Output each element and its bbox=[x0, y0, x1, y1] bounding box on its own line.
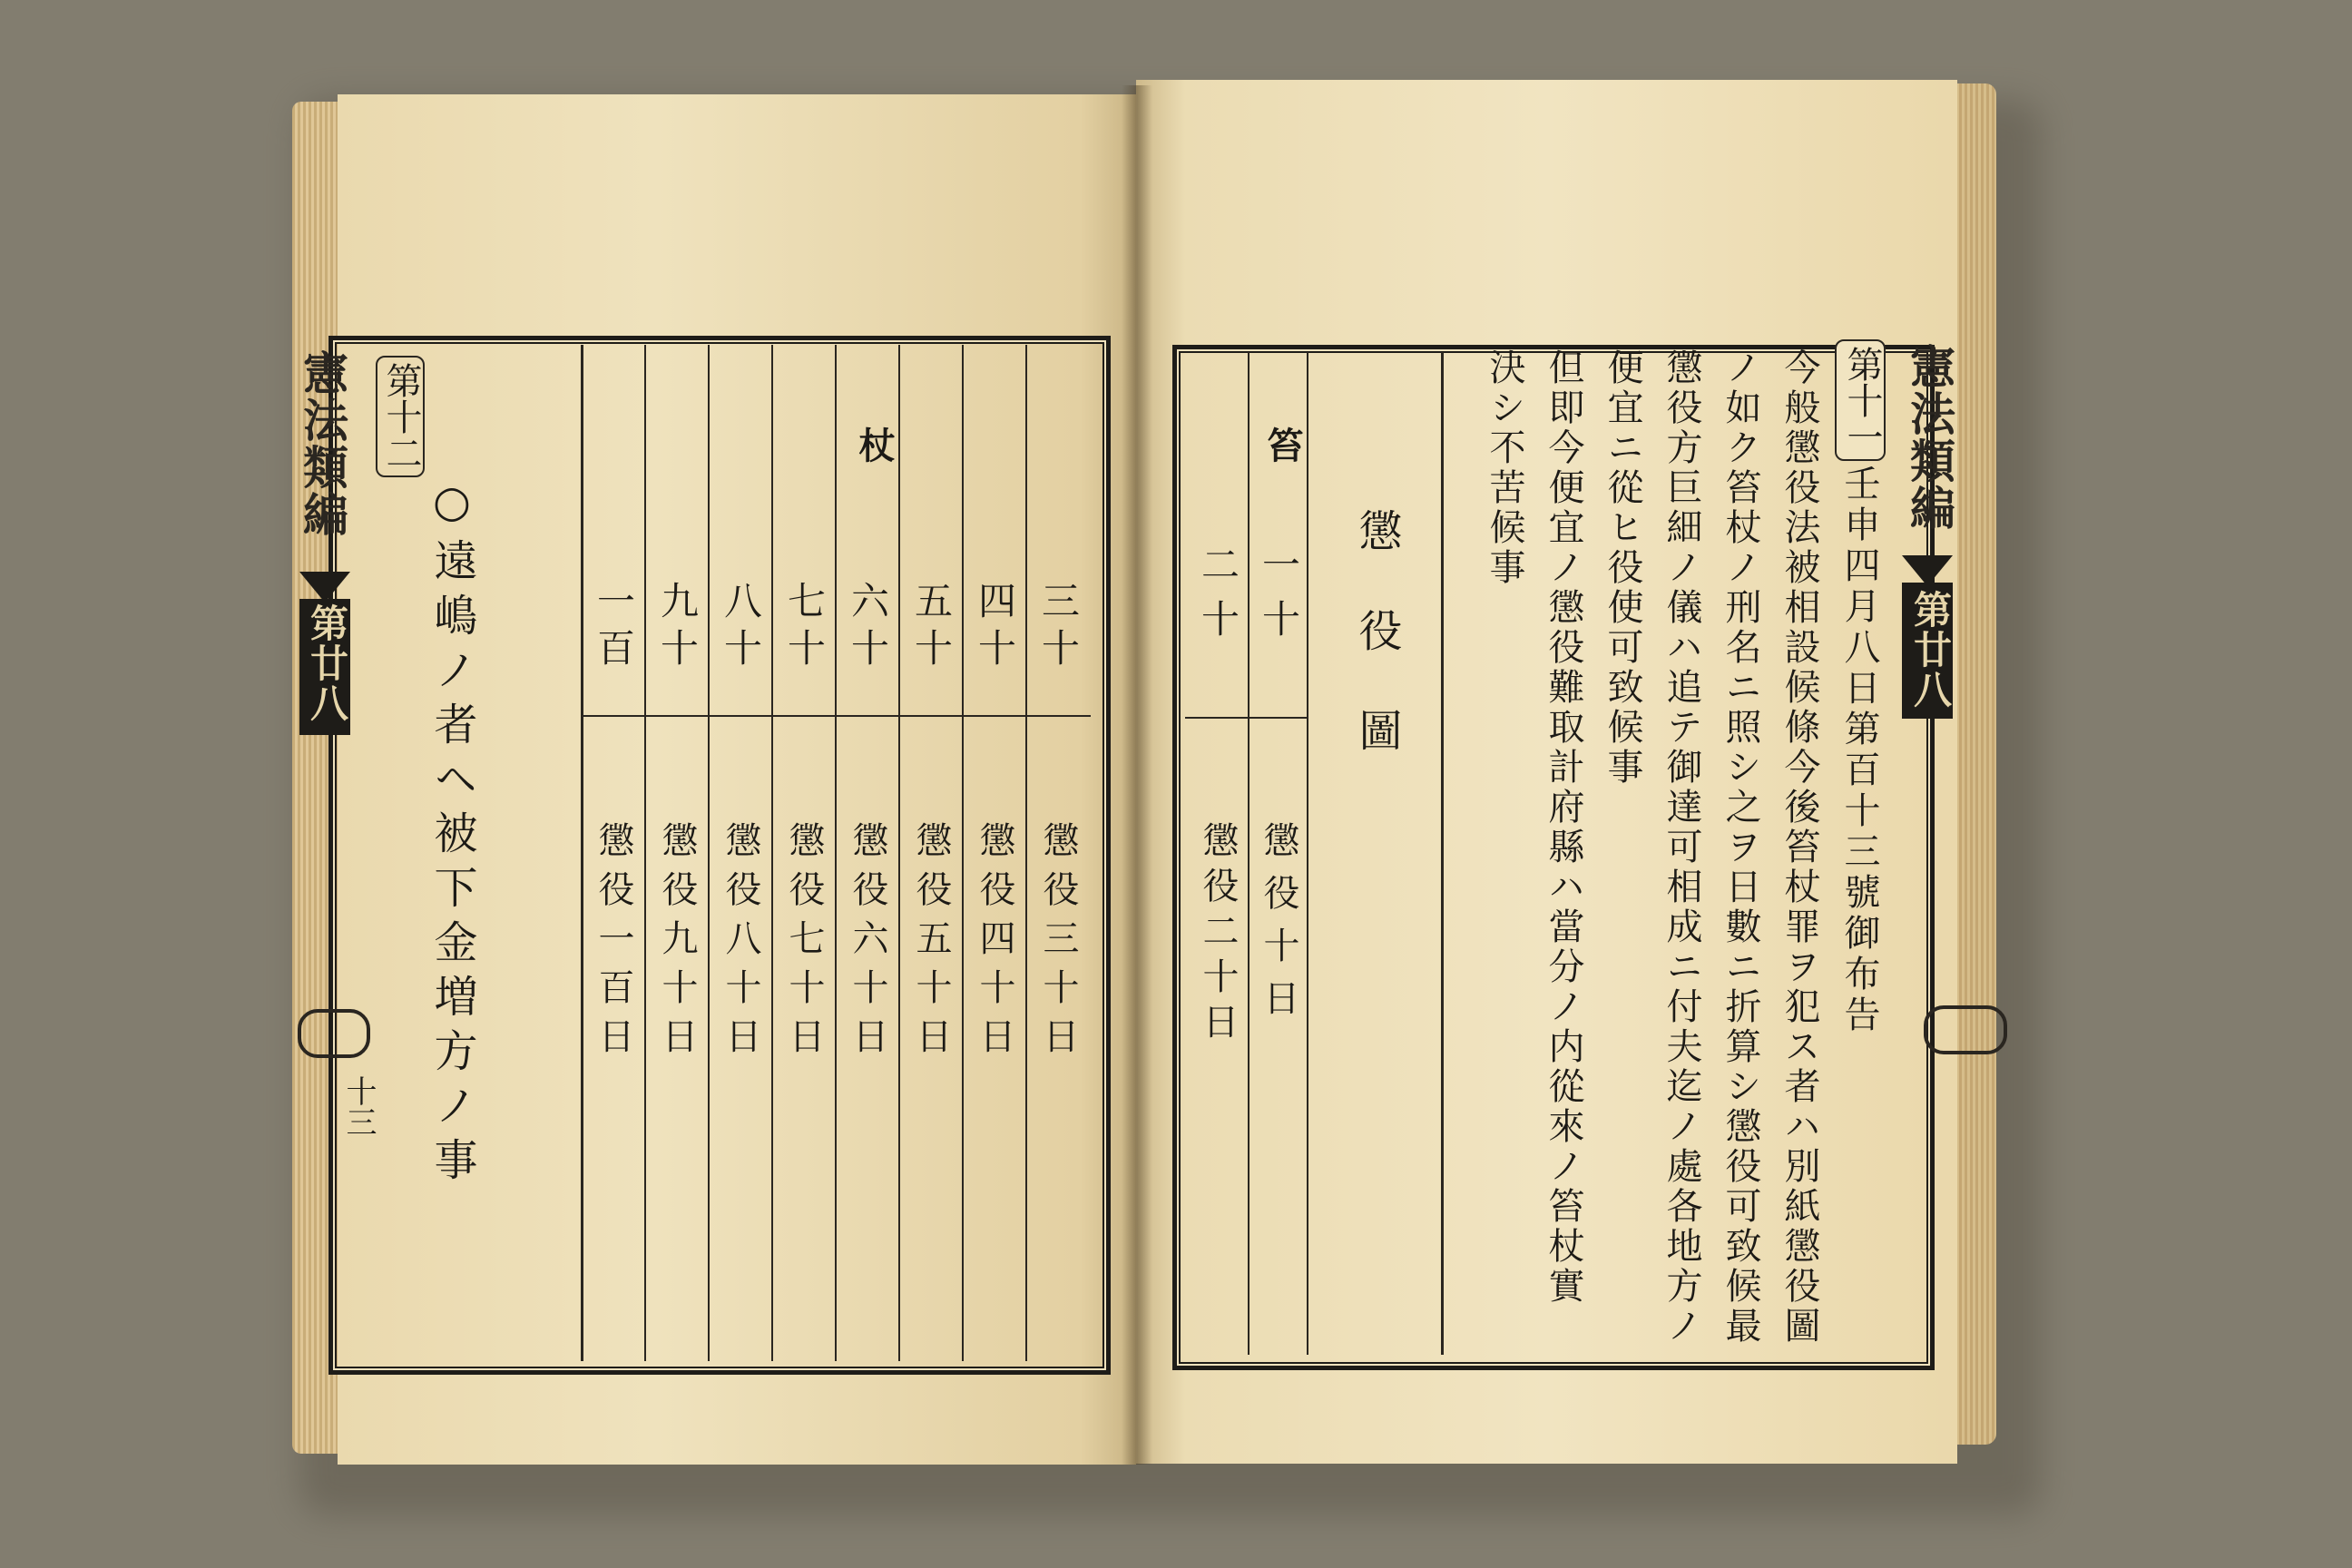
right-side-loop bbox=[1924, 1005, 2007, 1054]
right-col-rule bbox=[1307, 352, 1308, 1355]
left-col-rule bbox=[708, 345, 710, 1361]
left-col-rule bbox=[1025, 345, 1027, 1361]
left-side-title: 憲法類編 bbox=[296, 349, 349, 538]
table-title: 懲役圖 bbox=[1351, 508, 1402, 808]
notice-line: 懲役方巨細ノ儀ハ追テ御達可相成ニ付夫迄ノ處各地方ノ bbox=[1661, 348, 1702, 1347]
left-side-volume: 第廿八 bbox=[305, 603, 349, 723]
book-gutter bbox=[1122, 85, 1152, 1465]
table-cell-bottom: 懲役十日 bbox=[1258, 821, 1299, 1032]
right-inner-rule bbox=[1441, 352, 1444, 1355]
table-cell-bottom: 懲役一百日 bbox=[593, 821, 634, 1066]
table-cell-bottom: 懲役七十日 bbox=[783, 821, 825, 1066]
table-cell-top: 一百 bbox=[592, 581, 636, 675]
table-cell-bottom: 懲役二十日 bbox=[1197, 821, 1239, 1048]
table-cell-bottom: 懲役四十日 bbox=[974, 821, 1015, 1066]
table-cell-top: 一十 bbox=[1257, 544, 1301, 653]
right-side-title: 憲法類編 bbox=[1903, 343, 1956, 532]
notice-line: 便宜ニ從ヒ役使可致候事 bbox=[1602, 348, 1643, 788]
left-col-rule bbox=[962, 345, 964, 1361]
table-cell-top: 七十 bbox=[782, 581, 827, 675]
notice-line: 今般懲役法被相設候條今後笞杖罪ヲ犯ス者ハ別紙懲役圖 bbox=[1779, 348, 1820, 1347]
section-label-left: 第十二 bbox=[376, 356, 425, 477]
right-col-rule bbox=[1248, 352, 1250, 1355]
table-cell-top: 三十 bbox=[1036, 581, 1081, 675]
notice-line: 但即今便宜ノ懲役難取計府縣ハ當分ノ内從來ノ笞杖實 bbox=[1543, 348, 1584, 1307]
right-side-volume: 第廿八 bbox=[1908, 590, 1953, 710]
table-cell-bottom: 懲役三十日 bbox=[1037, 821, 1079, 1066]
table-cell-top: 四十 bbox=[973, 581, 1017, 675]
notice-line: ノ如ク笞杖ノ刑名ニ照シ之ヲ日數ニ折算シ懲役可致候最 bbox=[1720, 348, 1761, 1347]
right-side-arrow bbox=[1902, 555, 1953, 586]
table-cell-bottom: 懲役五十日 bbox=[910, 821, 952, 1066]
item-text: ○遠嶋ノ者ヘ被下金増方ノ事 bbox=[426, 476, 477, 1191]
table-cell-bottom: 懲役九十日 bbox=[656, 821, 698, 1066]
notice-line: 決シ不苦候事 bbox=[1484, 348, 1525, 588]
table-header-chi: 笞 bbox=[1261, 426, 1304, 463]
table-cell-bottom: 懲役六十日 bbox=[847, 821, 888, 1066]
left-col-rule bbox=[644, 345, 646, 1361]
left-side-loop bbox=[298, 1009, 370, 1058]
left-inner-rule bbox=[581, 345, 583, 1361]
table-cell-top: 九十 bbox=[655, 581, 700, 675]
table-cell-top: 五十 bbox=[909, 581, 954, 675]
right-table-divider bbox=[1185, 717, 1307, 719]
notice-line: 壬申四月八日第百十三號御布告 bbox=[1838, 465, 1880, 1036]
table-header-jo: 杖 bbox=[853, 426, 896, 463]
left-col-rule bbox=[898, 345, 900, 1361]
left-table-divider bbox=[583, 715, 1091, 717]
table-cell-top: 六十 bbox=[846, 581, 890, 675]
right-page-edges bbox=[1951, 83, 1996, 1445]
left-side-arrow bbox=[299, 572, 350, 603]
table-cell-top: 八十 bbox=[719, 581, 763, 675]
left-col-rule bbox=[771, 345, 773, 1361]
section-label-right: 第十一 bbox=[1835, 339, 1886, 461]
page-number: 十三 bbox=[340, 1075, 377, 1137]
table-cell-bottom: 懲役八十日 bbox=[720, 821, 761, 1066]
left-col-rule bbox=[835, 345, 837, 1361]
table-cell-top: 二十 bbox=[1196, 544, 1240, 653]
